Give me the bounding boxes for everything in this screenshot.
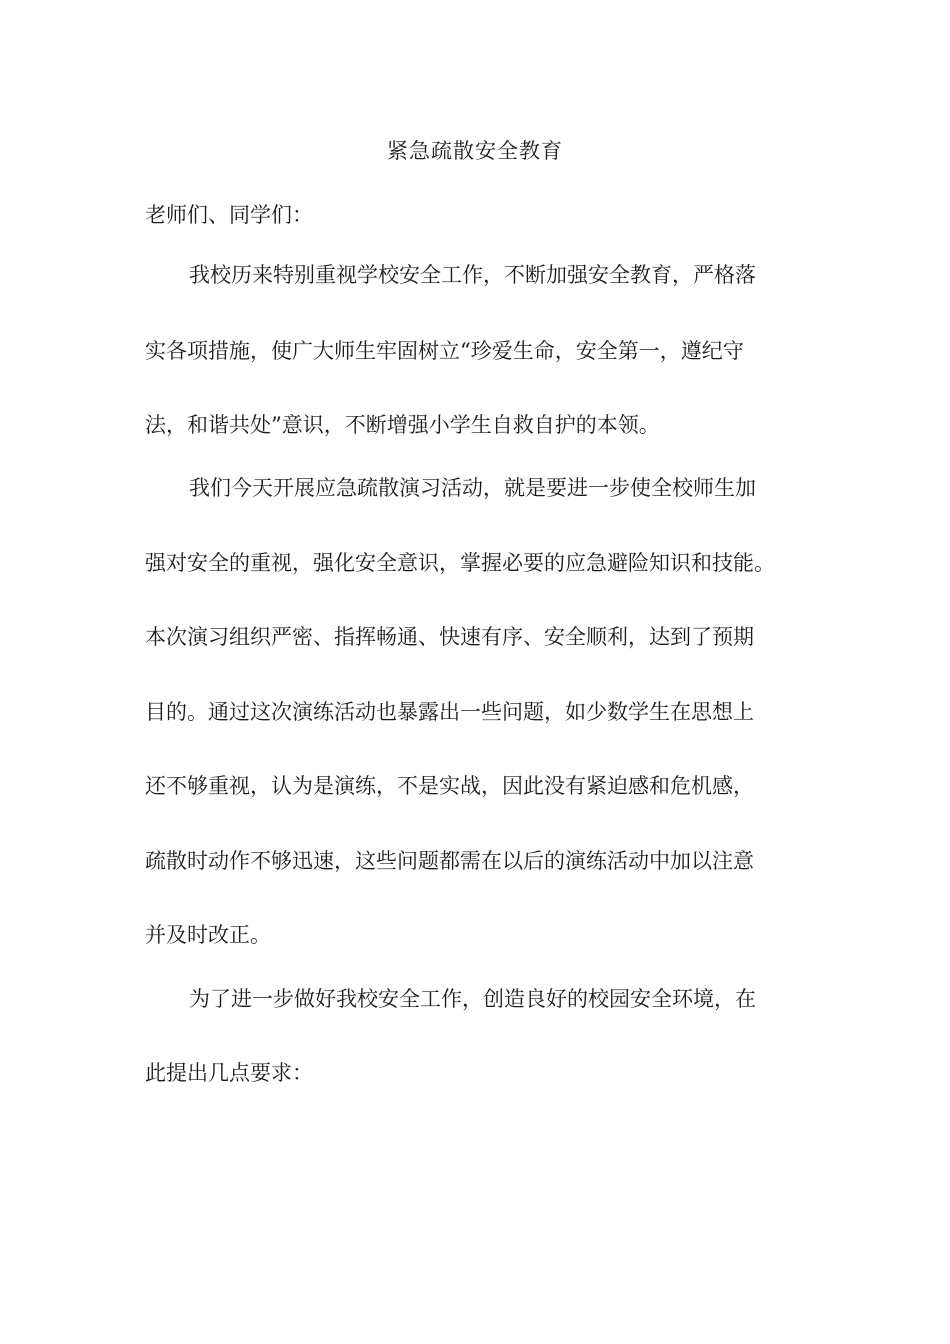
paragraph-2-line-6: 疏散时动作不够迅速，这些问题都需在以后的演练活动中加以注意	[145, 849, 754, 873]
paragraph-2-line-5: 还不够重视，认为是演练，不是实战，因此没有紧迫感和危机感，	[145, 774, 754, 798]
paragraph-2-line-4: 目的。通过这次演练活动也暴露出一些问题，如少数学生在思想上	[145, 700, 754, 724]
paragraph-2-line-1: 我们今天开展应急疏散演习活动，就是要进一步使全校师生加	[189, 476, 756, 500]
paragraph-2-line-7: 并及时改正。	[145, 923, 271, 947]
paragraph-1-line-3: 法，和谐共处”意识，不断增强小学生自救自护的本领。	[145, 413, 660, 437]
paragraph-3-line-2: 此提出几点要求：	[145, 1061, 313, 1085]
paragraph-2-line-3: 本次演习组织严密、指挥畅通、快速有序、安全顺利，达到了预期	[145, 625, 754, 649]
paragraph-3-line-1: 为了进一步做好我校安全工作，创造良好的校园安全环境，在	[189, 987, 756, 1011]
paragraph-1-line-1: 我校历来特别重视学校安全工作，不断加强安全教育，严格落	[189, 263, 756, 287]
salutation: 老师们、同学们：	[145, 203, 313, 227]
paragraph-1-line-2: 实各项措施，使广大师生牢固树立“珍爱生命，安全第一，遵纪守	[145, 339, 744, 363]
document-title: 紧急疏散安全教育	[387, 139, 563, 163]
paragraph-2-line-2: 强对安全的重视，强化安全意识，掌握必要的应急避险知识和技能。	[145, 551, 775, 575]
